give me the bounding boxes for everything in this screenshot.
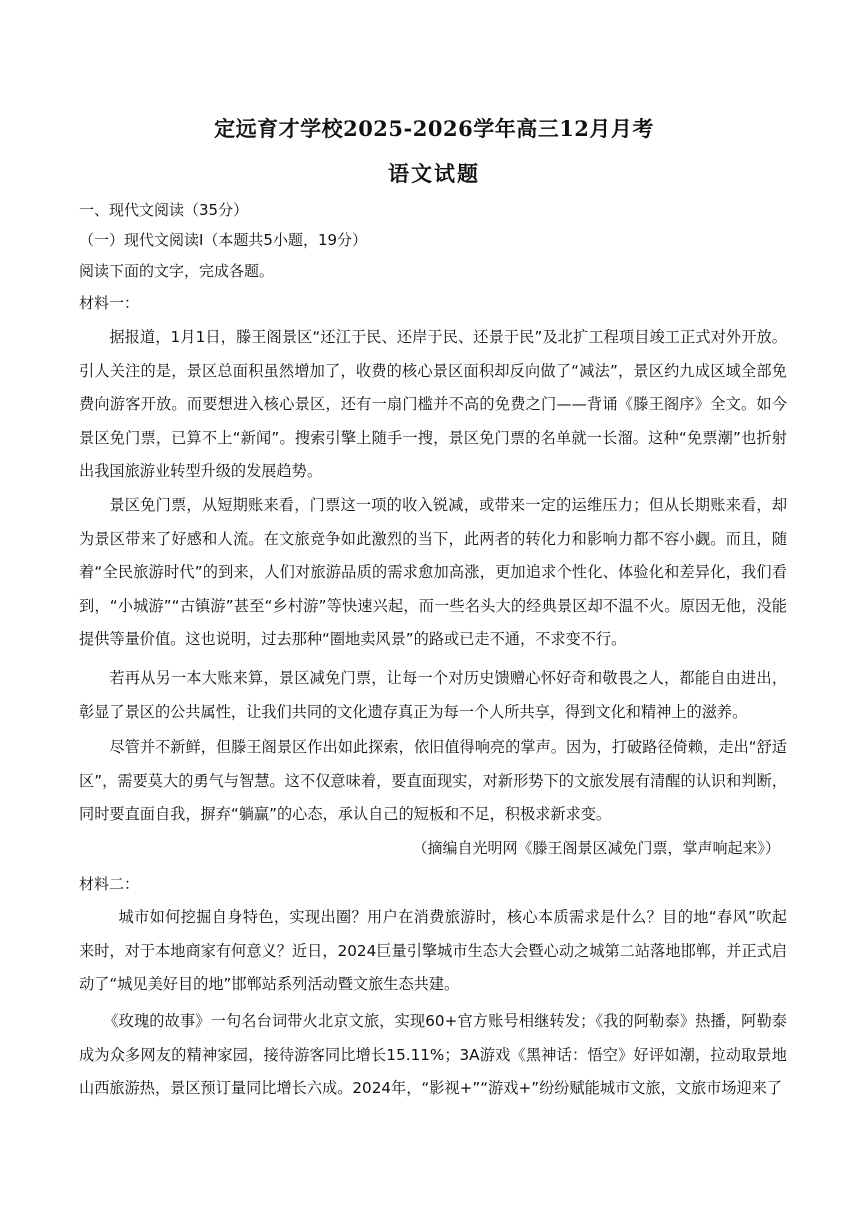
material-two-paragraph-2: 《玫瑰的故事》一句名台词带火北京文旅，实现60+官方账号相继转发；《我的阿勒泰》热播，阿勒泰成为众多网友的精神家园，接待游客同比增长15.11%；3A游戏《黑神话：悟空》好评如潮，拉动取景地山西旅游热，景区预订量同比增长六成。2024年，“影视+”“游戏+”纷纷赋能城市文旅，文旅市场迎来了 — [79, 1012, 787, 1097]
material-two-label: 材料二： — [79, 875, 140, 893]
material-two-paragraph-1: 城市如何挖掘自身特色，实现出圈？用户在消费旅游时，核心本质需求是什么？目的地“春风”吹起来时，对于本地商家有何意义？近日，2024巨量引擎城市生态大会暨心动之城第二站落地邯郸，并正式启动了“城见美好目的地”邯郸站系列活动暨文旅生态共建。 — [79, 908, 787, 993]
material-one-paragraph-4: 尽管并不新鲜，但滕王阁景区作出如此探索，依旧值得响亮的掌声。因为，打破路径倚赖，走出“舒适区”，需要莫大的勇气与智慧。这不仅意味着，要直面现实，对新形势下的文旅发展有清醒的认识和判断，同时要直面自我，摒弃“躺赢”的心态，承认自己的短板和不足，积极求新求变。 — [79, 738, 787, 823]
subsection-heading: （一）现代文阅读Ⅰ（本题共5小题，19分） — [79, 231, 368, 249]
section-heading: 一、现代文阅读（35分） — [79, 201, 249, 219]
material-one-paragraph-1: 据报道，1月1日，滕王阁景区“还江于民、还岸于民、还景于民”及北扩工程项目竣工正式对外开放。引人关注的是，景区总面积虽然增加了，收费的核心景区面积却反向做了“减法”，景区约九成区域全部免费向游客开放。而要想进入核心景区，还有一扇门槛并不高的免费之门——背诵《滕王阁序》全文。如今景区免门票，已算不上“新闻”。搜索引擎上随手一搜，景区免门票的名单就一长溜。这种“免票潮”也折射出我国旅游业转型升级的发展趋势。 — [79, 328, 787, 480]
material-one-label: 材料一： — [79, 294, 140, 312]
material-one-paragraph-3: 若再从另一本大账来算，景区减免门票，让每一个对历史馈赠心怀好奇和敬畏之人，都能自由进出，彰显了景区的公共属性，让我们共同的文化遗存真正为每一个人所共享，得到文化和精神上的滋养。 — [79, 669, 787, 721]
exam-subtitle: 语文试题 — [388, 161, 480, 186]
material-one-paragraph-2: 景区免门票，从短期账来看，门票这一项的收入锐减，或带来一定的运维压力；但从长期账来看，却为景区带来了好感和人流。在文旅竞争如此激烈的当下，此两者的转化力和影响力都不容小觑。而且，随着“全民旅游时代”的到来，人们对旅游品质的需求愈加高涨，更加追求个性化、体验化和差异化，我们看到，“小城游”“古镇游”甚至“乡村游”等快速兴起，而一些名头大的经典景区却不温不火。原因无他，没能提供等量价值。这也说明，过去那种“圈地卖风景”的路或已走不通，不求变不行。 — [79, 496, 787, 648]
exam-title: 定远育才学校2025-2026学年高三12月月考 — [214, 116, 654, 141]
reading-instruction: 阅读下面的文字，完成各题。 — [79, 262, 275, 280]
material-one-source: （摘编自光明网《滕王阁景区减免门票，掌声响起来》） — [412, 839, 780, 857]
